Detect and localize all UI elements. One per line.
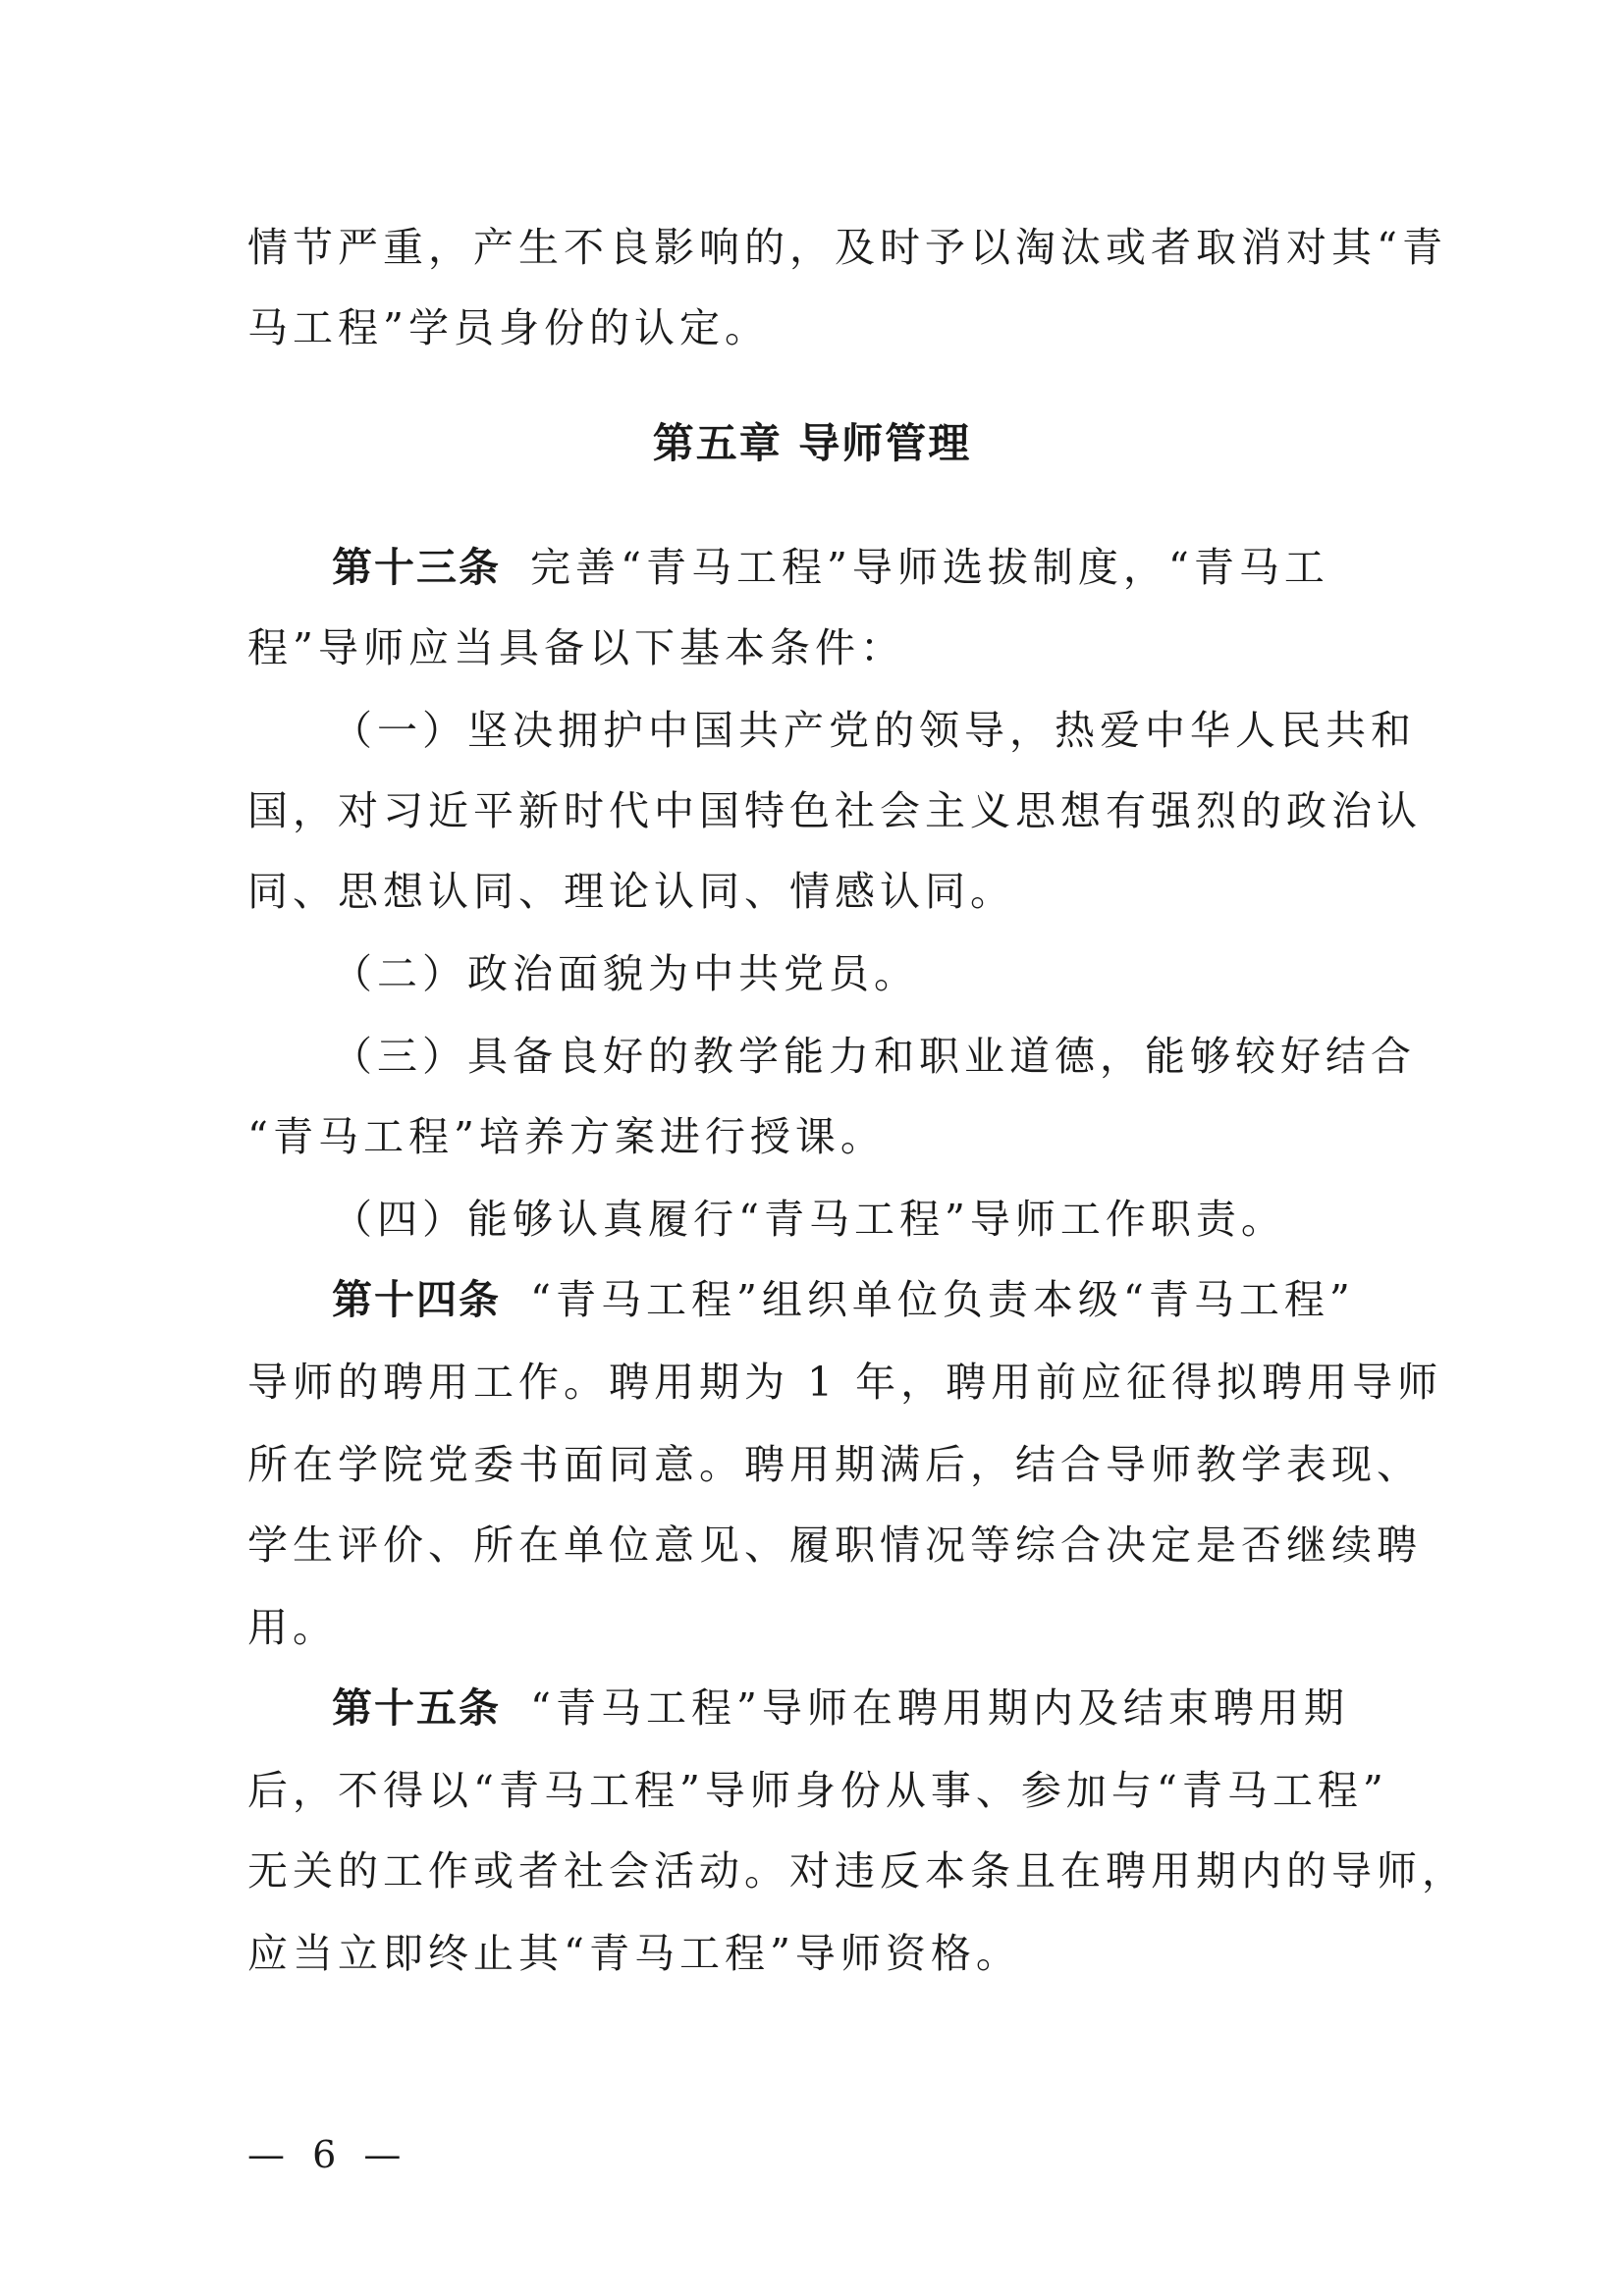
body-text-line: 情节严重，产生不良影响的，及时予以淘汰或者取消对其“青 [247, 224, 1447, 271]
page-number: — 6 — [247, 2133, 409, 2176]
body-text-line: 国，对习近平新时代中国特色社会主义思想有强烈的政治认 [247, 787, 1422, 834]
body-text-line: 学生评价、所在单位意见、履职情况等综合决定是否继续聘 [247, 1522, 1422, 1569]
article-13-text: 完善“青马工程”导师选拔制度，“青马工 [530, 544, 1329, 591]
article-13-first-line [332, 538, 1386, 597]
body-text-line: 导师的聘用工作。聘用期为 1 年，聘用前应征得拟聘用导师 [247, 1359, 1443, 1406]
article-15-first-line [332, 1679, 1386, 1737]
article-15-label: 第十五条 [332, 1684, 501, 1732]
body-text-line: 同、思想认同、理论认同、情感认同。 [247, 868, 1015, 915]
article-15-text: “青马工程”导师在聘用期内及结束聘用期 [530, 1684, 1349, 1732]
article-14-first-line [332, 1270, 1386, 1329]
body-text-line: 无关的工作或者社会活动。对违反本条且在聘用期内的导师， [247, 1847, 1467, 1895]
body-text-line: 马工程”学员身份的认定。 [247, 304, 770, 351]
body-text-line: “青马工程”培养方案进行授课。 [247, 1113, 886, 1160]
list-item-3: （三）具备良好的教学能力和职业道德，能够较好结合 [332, 1033, 1416, 1080]
article-14-text: “青马工程”组织单位负责本级“青马工程” [530, 1276, 1355, 1323]
body-text-line: 所在学院党委书面同意。聘用期满后，结合导师教学表现、 [247, 1441, 1422, 1488]
article-13-label: 第十三条 [332, 544, 501, 591]
list-item-1: （一）坚决拥护中国共产党的领导，热爱中华人民共和 [332, 707, 1416, 754]
body-text-line: 应当立即终止其“青马工程”导师资格。 [247, 1930, 1021, 1977]
list-item-4: （四）能够认真履行“青马工程”导师工作职责。 [332, 1196, 1286, 1243]
list-item-2: （二）政治面貌为中共党员。 [332, 950, 919, 997]
chapter-title: 第五章 导师管理 [652, 419, 972, 467]
article-14-label: 第十四条 [332, 1276, 501, 1323]
body-text-line: 用。 [247, 1604, 338, 1651]
body-text-line: 后，不得以“青马工程”导师身份从事、参加与“青马工程” [247, 1767, 1388, 1814]
body-text-line: 程”导师应当具备以下基本条件： [247, 624, 905, 671]
